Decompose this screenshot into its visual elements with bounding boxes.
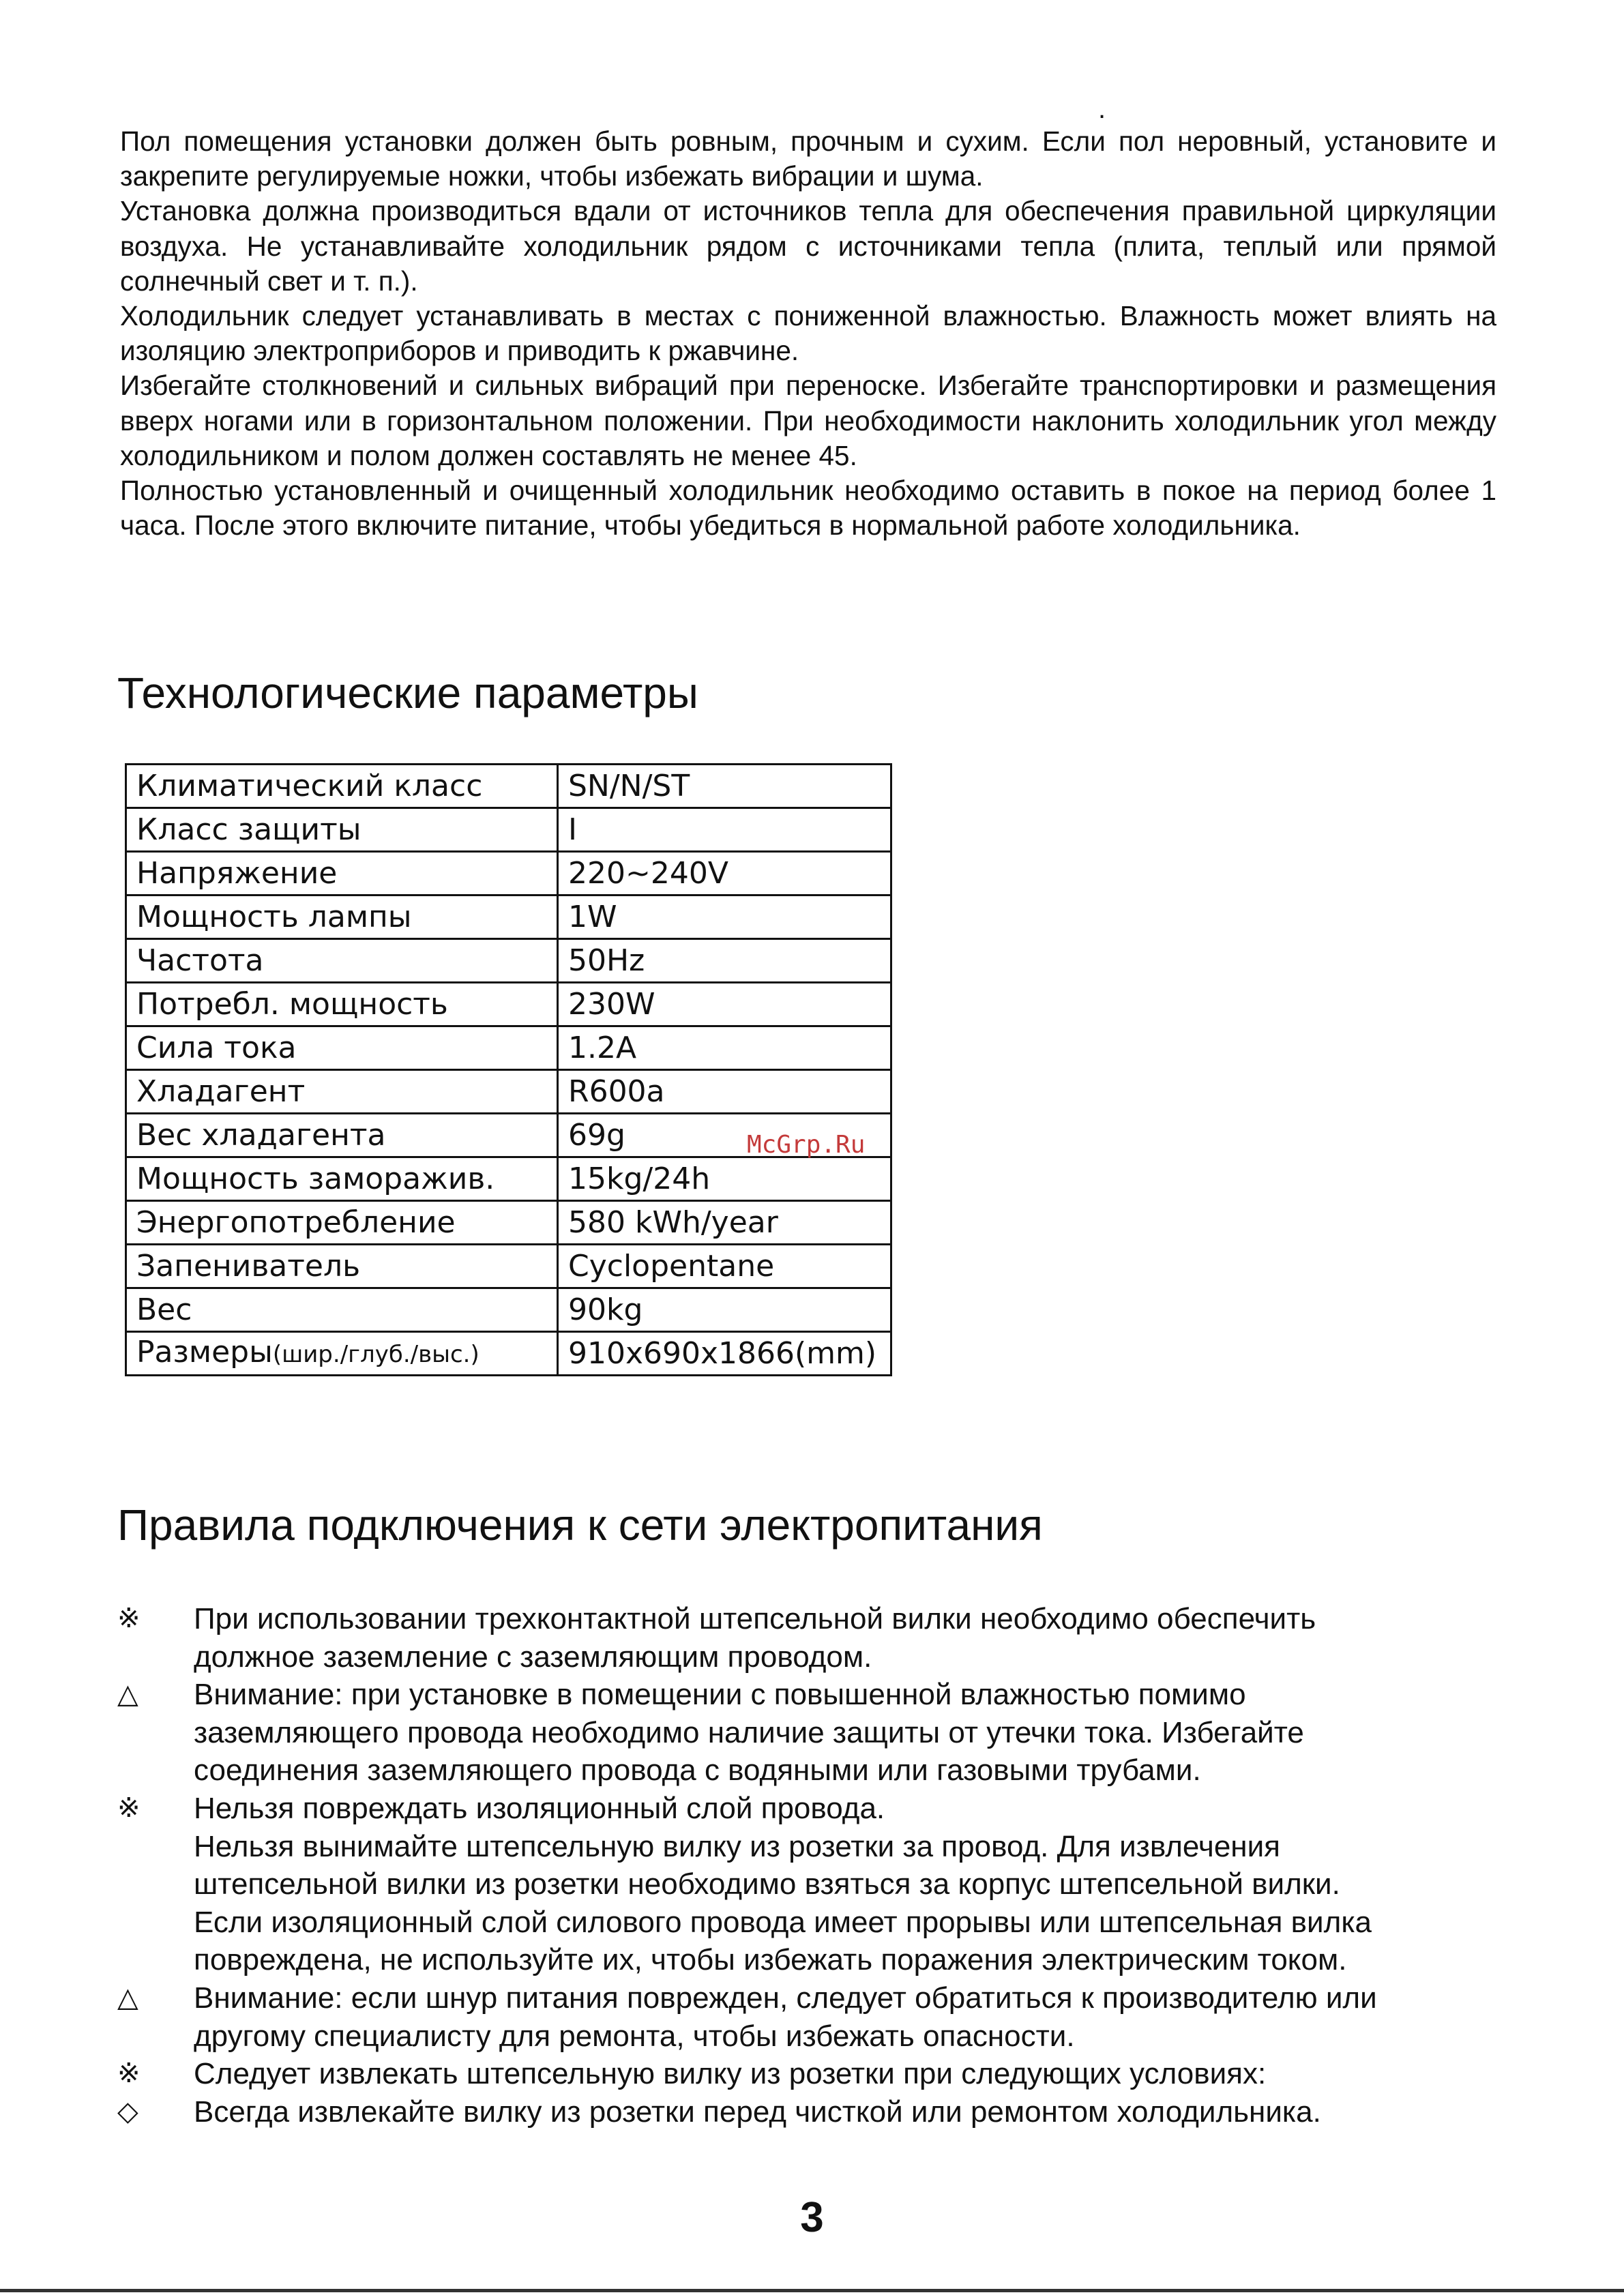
list-item [117, 2055, 1522, 2093]
param-value: 230W [558, 983, 891, 1026]
list-item [117, 1979, 1522, 2055]
param-value: R600a [558, 1070, 891, 1114]
params-heading: Технологические параметры [117, 668, 698, 717]
paragraph-transport: Избегайте столкновений и сильных вибраций при переноске. Избегайте транспортировки и размещения вверх ногами или в горизонтальном положении. При необходимости наклонить холодильник угол между холодильником и полом должен составлять не менее 45. [120, 370, 1496, 471]
paragraph-heat-sources: Установка должна производиться вдали от источников тепла для обеспечения правильной циркуляции воздуха. Не устанавливайте холодильник рядом с источниками тепла (плита, теплый или прямой солнечный свет и т. п.). [120, 195, 1496, 297]
rule-line: Всегда извлекайте вилку из розетки перед чисткой или ремонтом холодильника. [194, 2094, 1321, 2129]
list-item [117, 2093, 1522, 2131]
param-label: Напряжение [126, 852, 558, 895]
param-value: I [558, 808, 891, 852]
rule-text [194, 1600, 1522, 1676]
table-row [126, 1245, 891, 1288]
reference-mark-icon: ※ [117, 1792, 141, 1823]
rule-line: Внимание: если шнур питания поврежден, следует обратиться к производителю или [194, 1981, 1377, 2015]
rule-line: Внимание: при установке в помещении с повышенной влажностью помимо [194, 1678, 1246, 1712]
warning-triangle-icon: △ [117, 1679, 138, 1710]
table-row [126, 1157, 891, 1201]
table-row [126, 939, 891, 983]
table-row [126, 1026, 891, 1070]
param-label: Потребл. мощность [126, 983, 558, 1026]
param-value: Cyclopentane [558, 1245, 891, 1288]
param-label: Вес хладагента [126, 1114, 558, 1157]
list-item [117, 1676, 1522, 1790]
param-value: 580 kWh/year [558, 1201, 891, 1245]
table-row [126, 1332, 891, 1376]
param-value: 1.2A [558, 1026, 891, 1070]
diamond-icon: ◇ [117, 2096, 138, 2127]
param-value: 910x690x1866(mm) [558, 1332, 891, 1376]
param-label: Мощность заморажив. [126, 1157, 558, 1201]
rules-list [117, 1600, 1522, 2131]
param-label [126, 1332, 558, 1376]
param-label: Частота [126, 939, 558, 983]
rule-line: должное заземление с заземляющим проводом. [194, 1640, 872, 1674]
param-label: Вес [126, 1288, 558, 1332]
param-label: Класс защиты [126, 808, 558, 852]
params-table [125, 763, 892, 1376]
param-label: Запениватель [126, 1245, 558, 1288]
paragraph-rest-period: Полностью установленный и очищенный холодильник необходимо оставить в покое на период более 1 часа. После этого включите питание, чтобы убедиться в нормальной работе холодильника. [120, 475, 1496, 542]
param-value: 50Hz [558, 939, 891, 983]
table-row [126, 895, 891, 939]
table-row [126, 1070, 891, 1114]
paragraph-floor: Пол помещения установки должен быть ровным, прочным и сухим. Если пол неровный, установите и закрепите регулируемые ножки, чтобы избежать вибрации и шума. [120, 125, 1496, 192]
rule-line: Нельзя вынимайте штепсельную вилку из розетки за провод. Для извлечения [194, 1829, 1281, 1863]
reference-mark-icon: ※ [117, 2058, 141, 2089]
rule-text [194, 2055, 1522, 2093]
list-item [117, 1600, 1522, 1676]
table-row [126, 808, 891, 852]
table-row [126, 983, 891, 1026]
rule-text [194, 1676, 1522, 1790]
warning-triangle-icon: △ [117, 1982, 138, 2013]
list-item [117, 1790, 1522, 1979]
table-row [126, 1201, 891, 1245]
param-label-main: Размеры [136, 1335, 273, 1369]
rule-line: Нельзя повреждать изоляционный слой провода. [194, 1791, 885, 1825]
rule-line: штепсельной вилки из розетки необходимо взяться за корпус штепсельной вилки. [194, 1867, 1340, 1901]
param-value: 69g [558, 1114, 891, 1157]
installation-text [120, 124, 1496, 543]
param-label: Мощность лампы [126, 895, 558, 939]
param-label: Хладагент [126, 1070, 558, 1114]
rule-text [194, 1979, 1522, 2055]
param-label: Энергопотребление [126, 1201, 558, 1245]
param-label: Сила тока [126, 1026, 558, 1070]
param-value: 1W [558, 895, 891, 939]
param-label: Климатический класс [126, 765, 558, 808]
rule-line: Следует извлекать штепсельную вилку из розетки при следующих условиях: [194, 2057, 1267, 2091]
rule-text [194, 2093, 1522, 2131]
param-value: 15kg/24h [558, 1157, 891, 1201]
rule-line: Если изоляционный слой силового провода имеет прорывы или штепсельная вилка [194, 1905, 1372, 1939]
rule-line: повреждена, не используйте их, чтобы избежать поражения электрическим током. [194, 1943, 1347, 1977]
reference-mark-icon: ※ [117, 1603, 141, 1633]
watermark: McGrp.Ru [747, 1131, 866, 1159]
table-row [126, 1288, 891, 1332]
rule-line: соединения заземляющего провода с водяными или газовыми трубами. [194, 1753, 1201, 1788]
param-value: SN/N/ST [558, 765, 891, 808]
rule-line: другому специалисту для ремонта, чтобы избежать опасности. [194, 2019, 1075, 2053]
rule-line: При использовании трехконтактной штепсельной вилки необходимо обеспечить [194, 1602, 1316, 1635]
param-value: 90kg [558, 1288, 891, 1332]
table-row [126, 765, 891, 808]
stray-dot: . [1098, 94, 1106, 124]
bottom-divider [0, 2289, 1624, 2292]
table-row [126, 852, 891, 895]
rule-line: заземляющего провода необходимо наличие защиты от утечки тока. Избегайте [194, 1715, 1304, 1749]
rule-text [194, 1790, 1522, 1979]
param-value: 220~240V [558, 852, 891, 895]
param-label-note: (шир./глуб./выс.) [272, 1341, 479, 1368]
page-number: 3 [800, 2194, 824, 2241]
paragraph-humidity: Холодильник следует устанавливать в местах с пониженной влажностью. Влажность может влиять на изоляцию электроприборов и приводить к ржавчине. [120, 300, 1496, 367]
rules-heading: Правила подключения к сети электропитания [117, 1500, 1043, 1550]
